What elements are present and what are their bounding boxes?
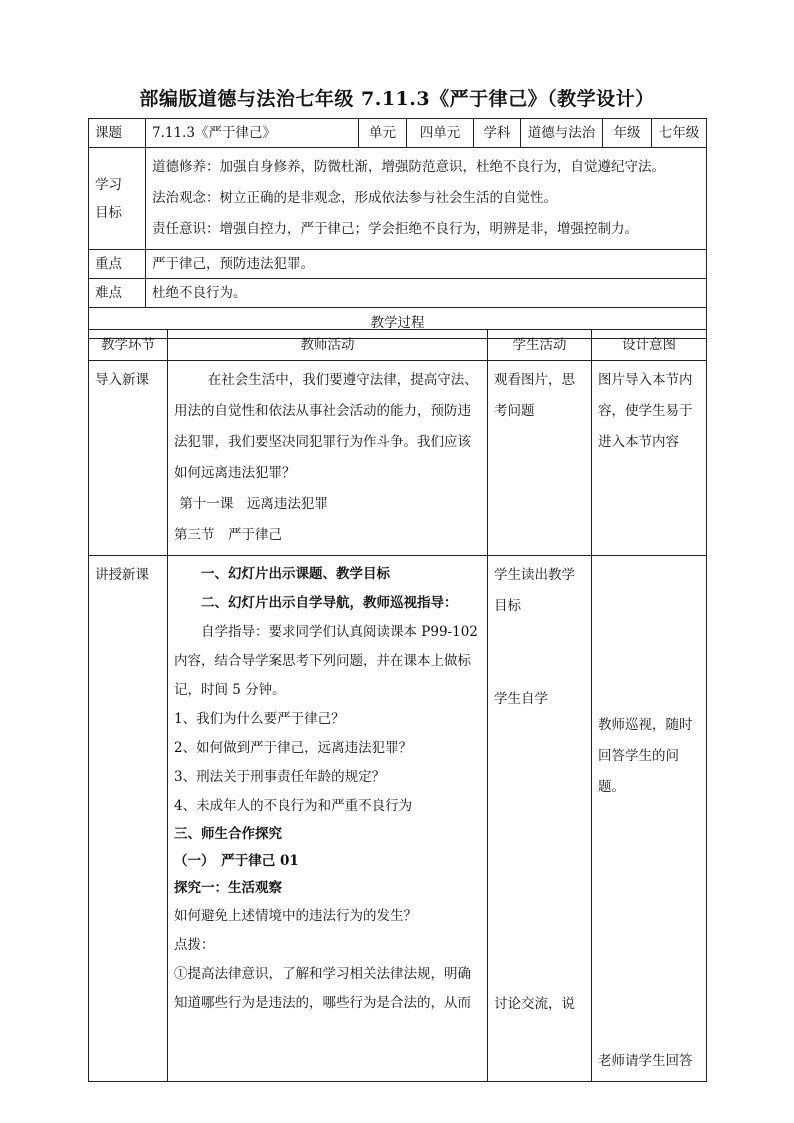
difficulty-label: 难点: [89, 279, 146, 308]
objective-moral: 道德修养：加强自身修养，防微杜渐，增强防范意识，杜绝不良行为，自觉遵纪守法。: [152, 159, 665, 175]
intro-row: [89, 361, 707, 556]
header-intent: 设计意图: [592, 330, 707, 361]
header-student: 学生活动: [488, 330, 592, 361]
objectives-label-line2: 目标: [95, 204, 122, 221]
unit-label: 单元: [359, 119, 407, 148]
lecture-step3: 三、师生合作探究: [174, 826, 282, 842]
lecture-intent: [592, 556, 707, 1082]
lecture-hint: ①提高法律意识，了解和学习相关法律法规，明确知道哪些行为是违法的，哪些行为是合法的，从而: [174, 966, 471, 1011]
header-stage: 教学环节: [89, 330, 168, 361]
lecture-explore: 探究一：生活观察: [174, 880, 282, 896]
topic-row: [89, 119, 707, 148]
unit-value: 四单元: [407, 119, 474, 148]
intro-student: 观看图片，思考问题: [488, 361, 592, 556]
process-table: [88, 329, 707, 1082]
document-title: 部编版道德与法治七年级 7.11.3《严于律己》（教学设计）: [139, 88, 655, 110]
lecture-row: [89, 556, 707, 1082]
difficulty-row: [89, 279, 707, 308]
intro-teacher-text: 在社会生活中，我们要遵守法律，提高守法、用法的自觉性和依法从事社会活动的能力，预防违法犯罪，我们要坚决同犯罪行为作斗争。我们应该如何远离违法犯罪？: [174, 372, 478, 481]
header-teacher: 教师活动: [168, 330, 488, 361]
objective-responsibility: 责任意识：增强自控力，严于律己；学会拒绝不良行为，明辨是非，增强控制力。: [152, 221, 638, 237]
lecture-hint-label: 点拨：: [174, 937, 215, 953]
objectives-row: [89, 148, 707, 250]
intro-teacher: [168, 361, 488, 556]
lecture-teacher: [168, 556, 488, 1082]
objectives-content: [146, 148, 707, 250]
subject-value: 道德与法治: [521, 119, 603, 148]
lecture-student: [488, 556, 592, 1082]
difficulty-value: 杜绝不良行为。: [146, 279, 707, 308]
lecture-guide: 自学指导：要求同学们认真阅读课本 P99-102 内容，结合导学案思考下列问题，并在课本上做标记，时间 5 分钟。: [174, 624, 478, 698]
lecture-section: （一） 严于律己 01: [174, 853, 299, 869]
grade-label: 年级: [603, 119, 652, 148]
topic-label: 课题: [89, 119, 146, 148]
grade-value: 七年级: [652, 119, 707, 148]
key-label: 重点: [89, 250, 146, 279]
process-heading: 教学过程: [89, 308, 707, 339]
key-value: 严于律己，预防违法犯罪。: [146, 250, 707, 279]
intro-section-title: 第三节 严于律己: [174, 527, 282, 543]
intro-intent: 图片导入本节内容，使学生易于进入本节内容: [592, 361, 707, 556]
lecture-intent-2: 老师请学生回答: [598, 1053, 693, 1069]
lecture-stage: 讲授新课: [89, 556, 168, 1082]
lecture-student-3: 讨论交流，说: [494, 996, 575, 1012]
lecture-student-2: 学生自学: [494, 691, 548, 707]
lecture-q4: 4、未成年人的不良行为和严重不良行为: [174, 798, 413, 814]
lecture-intent-1: 教师巡视，随时回答学生的问题。: [598, 717, 693, 795]
info-table: [88, 118, 707, 339]
objectives-label: [89, 148, 146, 250]
lecture-student-1: 学生读出教学目标: [494, 567, 575, 614]
intro-stage: 导入新课: [89, 361, 168, 556]
topic-value: 7.11.3《严于律己》: [146, 119, 359, 148]
subject-label: 学科: [474, 119, 521, 148]
intro-lesson-title: 第十一课 远离违法犯罪: [179, 496, 328, 512]
objective-law: 法治观念：树立正确的是非观念，形成依法参与社会生活的自觉性。: [152, 190, 557, 206]
process-header-row: [89, 330, 707, 361]
lecture-step2: 二、幻灯片出示自学导航，教师巡视指导：: [201, 595, 458, 611]
key-point-row: [89, 250, 707, 279]
lecture-q3: 3、刑法关于刑事责任年龄的规定？: [174, 769, 386, 785]
lecture-question: 如何避免上述情境中的违法行为的发生？: [174, 908, 417, 924]
lecture-q1: 1、我们为什么要严于律己？: [174, 711, 345, 727]
objectives-label-line1: 学习: [95, 176, 122, 193]
lecture-q2: 2、如何做到严于律己，远离违法犯罪？: [174, 740, 413, 756]
lecture-step1: 一、幻灯片出示课题、教学目标: [201, 566, 390, 582]
